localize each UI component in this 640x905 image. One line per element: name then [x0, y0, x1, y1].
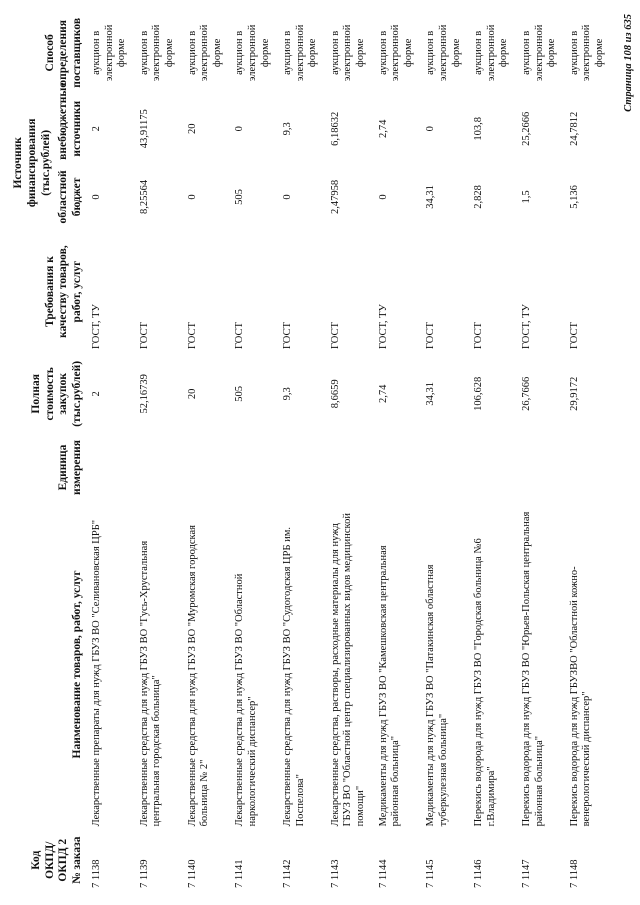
row-funding-extrabudget: 9,3 [282, 122, 294, 136]
row-cost: 2,74 [377, 384, 389, 404]
row-unit [87, 436, 135, 500]
row-method: аукцион в электронной форме [90, 24, 128, 82]
row-code: 7 1142 [282, 859, 294, 888]
row-unit [565, 436, 613, 500]
row-method: аукцион в электронной форме [138, 24, 175, 82]
header-funding-extrabudget: внебюджетные источники [57, 82, 84, 160]
row-cost: 106,628 [473, 376, 485, 411]
row-cost: 29,9172 [568, 376, 580, 411]
row-funding-extrabudget: 24,7812 [568, 111, 580, 146]
row-method: аукцион в электронной форме [186, 24, 223, 82]
row-cost: 20 [186, 388, 198, 400]
row-name: Лекарственные препараты для нужд ГБУЗ ВО "Селивановская ЦРБ" [90, 519, 102, 827]
row-cost: 2 [90, 391, 102, 397]
row-cost: 8,6659 [329, 379, 341, 409]
row-name: Медикаменты для нужд ГБУЗ ВО "Камешковская центральная районная больница" [377, 545, 402, 827]
row-requirements: ГОСТ, ТУ [377, 304, 389, 350]
table-row [87, 11, 135, 891]
row-name: Лекарственные средства для нужд ГБУЗ ВО "Муромская городская больница № 2" [186, 525, 211, 827]
header-code: Код ОКПД/ ОКПД 2 № заказа [29, 836, 84, 884]
row-cost: 26,7666 [521, 376, 533, 411]
row-name: Лекарственные средства для нужд ГБУЗ ВО "Гусь-Хрустальная центральная городская больница" [138, 540, 163, 827]
row-unit [278, 436, 326, 500]
row-funding-regional: 34,31 [425, 185, 437, 209]
row-requirements: ГОСТ [473, 322, 485, 350]
row-funding-extrabudget: 0 [234, 126, 246, 132]
header-funding-regional: областной бюджет [57, 170, 84, 224]
row-funding-regional: 2,47958 [329, 179, 341, 215]
row-cost: 52,16739 [138, 374, 150, 414]
row-method: аукцион в электронной форме [568, 24, 605, 82]
procurement-table [10, 11, 613, 891]
header-method: Способ определения поставщиков [43, 17, 84, 88]
header-funding: Источник финансирования (тыс.рублей) [12, 118, 52, 208]
row-funding-extrabudget: 2 [90, 126, 102, 132]
row-method: аукцион в электронной форме [377, 24, 414, 82]
table-row [374, 11, 422, 891]
table-row [517, 11, 565, 891]
row-funding-regional: 0 [90, 194, 102, 200]
table-row [326, 11, 374, 891]
row-requirements: ГОСТ [234, 322, 246, 350]
row-funding-regional: 8,25564 [138, 179, 150, 215]
header-unit: Единица измерения [57, 440, 84, 496]
row-funding-extrabudget: 103,8 [473, 116, 485, 141]
row-cost: 34,31 [425, 382, 437, 406]
row-funding-regional: 1,5 [521, 190, 533, 204]
row-unit [230, 436, 278, 500]
row-unit [183, 436, 231, 500]
row-requirements: ГОСТ, ТУ [90, 304, 102, 350]
table-row [183, 11, 231, 891]
row-requirements: ГОСТ [425, 322, 437, 350]
header-row [10, 11, 55, 891]
row-funding-extrabudget: 43,91175 [138, 109, 150, 149]
table-row [421, 11, 469, 891]
row-requirements: ГОСТ [138, 322, 150, 350]
row-code: 7 1138 [90, 859, 102, 888]
row-unit [374, 436, 422, 500]
table-row [135, 11, 183, 891]
row-cost: 505 [234, 385, 246, 402]
row-method: аукцион в электронной форме [521, 24, 558, 82]
row-requirements: ГОСТ, ТУ [521, 304, 533, 350]
row-funding-regional: 0 [377, 194, 389, 200]
row-funding-regional: 0 [186, 194, 198, 200]
row-name: Медикаменты для нужд ГБУЗ ВО "Патакинская областная туберкулезная больница" [425, 564, 450, 827]
header-requirements: Требования к качеству товаров, работ, услуг [43, 245, 84, 338]
row-unit [135, 436, 183, 500]
row-method: аукцион в электронной форме [473, 24, 510, 82]
row-code: 7 1140 [186, 859, 198, 888]
row-funding-regional: 0 [282, 194, 294, 200]
table-body [87, 11, 613, 891]
row-name: Лекарственные средства для нужд ГБУЗ ВО "Областной наркологический диспансер" [234, 573, 258, 827]
table-row [278, 11, 326, 891]
row-method: аукцион в электронной форме [329, 24, 367, 82]
header-name: Наименование товаров, работ, услуг [71, 570, 84, 759]
header-cost: Полная стоимость закупок (тыс.рублей) [29, 360, 84, 427]
row-funding-extrabudget: 6,18632 [329, 111, 341, 146]
row-unit [421, 436, 469, 500]
row-code: 7 1144 [377, 859, 389, 888]
row-method: аукцион в электронной форме [282, 24, 319, 82]
row-funding-extrabudget: 2,74 [377, 119, 389, 138]
row-funding-regional: 505 [234, 189, 246, 205]
row-requirements: ГОСТ [329, 322, 341, 350]
row-cost: 9,3 [282, 387, 294, 401]
row-code: 7 1145 [425, 859, 437, 888]
row-funding-extrabudget: 25,2666 [521, 111, 533, 146]
row-code: 7 1147 [521, 859, 533, 888]
row-method: аукцион в электронной форме [234, 24, 271, 82]
row-funding-extrabudget: 0 [425, 126, 437, 132]
row-funding-regional: 2,828 [473, 185, 485, 209]
row-requirements: ГОСТ [568, 322, 580, 350]
table-row [230, 11, 278, 891]
row-requirements: ГОСТ [282, 322, 294, 350]
table-row [565, 11, 613, 891]
row-name: Перекись водорода для нужд ГБУЗВО "Областной кожно-венерологический диспансер" [568, 566, 593, 827]
page-footer: Страница 108 из 635 [623, 14, 634, 112]
row-code: 7 1139 [138, 859, 150, 888]
row-name: Перекись водорода для нужд ГБУЗ ВО "Городская больница №6 г.Владимира" [473, 538, 497, 827]
row-unit [469, 436, 517, 500]
row-code: 7 1143 [329, 859, 341, 888]
row-code: 7 1148 [568, 859, 580, 888]
row-method: аукцион в электронной форме [425, 24, 462, 82]
row-funding-extrabudget: 20 [186, 123, 198, 135]
table-row [469, 11, 517, 891]
row-requirements: ГОСТ [186, 322, 198, 350]
row-unit [517, 436, 565, 500]
row-name: Перекись водорода для нужд ГБУЗ ВО "Юрьев-Польская центральная районная больница" [521, 511, 545, 827]
row-name: Лекарственные средства для нужд ГБУЗ ВО "Судогодская ЦРБ им. Поспелова" [282, 526, 306, 827]
row-code: 7 1141 [234, 859, 246, 888]
row-name: Лекарственные средства, растворы, расходные материалы для нужд ГБУЗ ВО "Областной центр специализированных видов медицинской помощи" [329, 513, 367, 827]
row-unit [326, 436, 374, 500]
row-code: 7 1146 [473, 859, 485, 888]
row-funding-regional: 5,136 [568, 185, 580, 209]
